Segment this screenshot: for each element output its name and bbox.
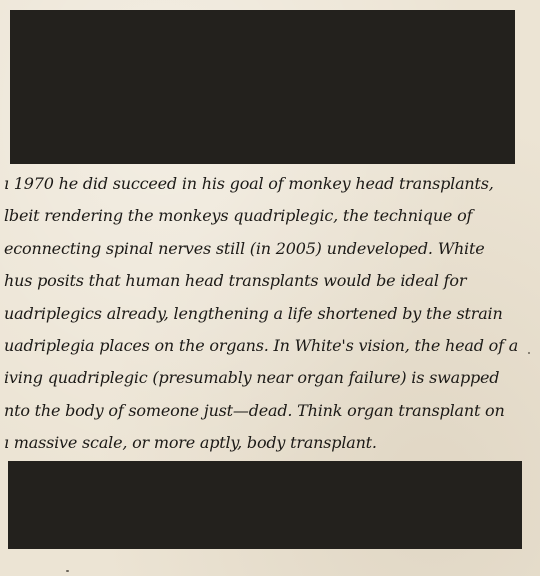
text-line: uadriplegics already, lengthening a life shortened by the strain [4,303,503,323]
text-line: ı 1970 he did succeed in his goal of monkey head transplants, [4,174,494,193]
text-line: ı massive scale, or more aptly, body transplant. [4,433,377,453]
text-line: nto the body of someone just—dead. Think organ transplant on [4,400,505,420]
text-line: lbeit rendering the monkeys quadriplegic, the technique of [4,206,473,226]
redaction-block-top [10,10,515,164]
text-line: econnecting spinal nerves still (in 2005) undeveloped. White [4,238,485,258]
document-text [4,168,524,460]
redaction-block-bottom [8,461,522,549]
paper-speck [528,352,530,354]
text-line: iving quadriplegic (presumably near organ failure) is swapped [4,368,500,388]
text-line: uadriplegia places on the organs. In White's vision, the head of a [4,335,519,355]
paper-speck [66,570,69,572]
text-line: hus posits that human head transplants would be ideal for [4,271,467,291]
